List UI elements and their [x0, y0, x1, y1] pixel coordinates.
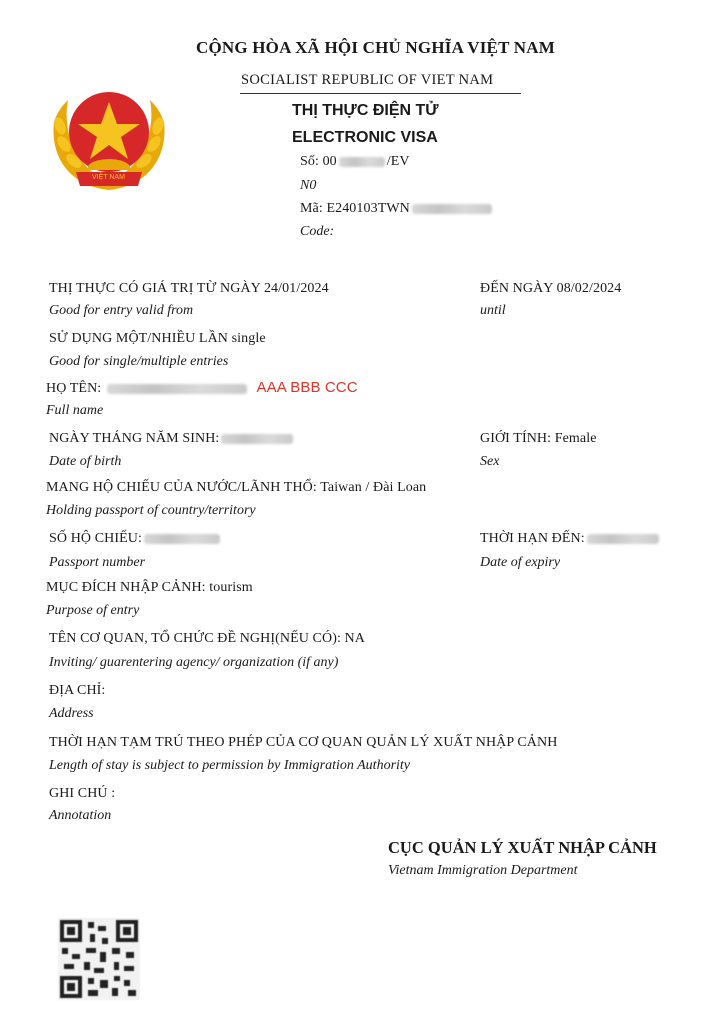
full-name-overlay: AAA BBB CCC: [256, 379, 358, 396]
expiry-en: Date of expiry: [480, 555, 561, 570]
emblem-icon: [44, 86, 174, 198]
passport-country-vi: MANG HỘ CHIẾU CỦA NƯỚC/LÃNH THỔ: Taiwan / Đài Loan: [46, 480, 427, 495]
redacted-passport-number: [144, 534, 220, 544]
purpose-vi: MỤC ĐÍCH NHẬP CẢNH: tourism: [46, 580, 253, 595]
address-vi: ĐỊA CHỈ:: [49, 683, 106, 698]
purpose-en: Purpose of entry: [46, 603, 140, 618]
visa-code: [300, 201, 494, 217]
sex-en: Sex: [480, 454, 500, 469]
valid-until-en: until: [480, 303, 506, 318]
annotation-en: Annotation: [49, 808, 112, 823]
expiry-label: THỜI HẠN ĐẾN:: [480, 531, 585, 546]
sex-vi: GIỚI TÍNH: Female: [480, 431, 597, 446]
redacted-expiry: [587, 534, 659, 544]
entries-vi: SỬ DỤNG MỘT/NHIỀU LẦN single: [49, 331, 266, 346]
stay-vi: THỜI HẠN TẠM TRÚ THEO PHÉP CỦA CƠ QUAN QUẢN LÝ XUẤT NHẬP CẢNH: [49, 735, 558, 750]
emblem-ribbon-text: VIỆT NAM: [92, 174, 125, 181]
agency-vi: TÊN CƠ QUAN, TỔ CHỨC ĐỀ NGHỊ(NẾU CÓ): NA: [49, 631, 365, 646]
country-name-en: SOCIALIST REPUBLIC OF VIET NAM: [241, 72, 494, 88]
redacted-dob: [221, 434, 293, 444]
valid-from-en: Good for entry valid from: [49, 303, 194, 318]
visa-title-en: ELECTRONIC VISA: [292, 129, 438, 146]
full-name-en: Full name: [46, 403, 104, 418]
visa-number-suffix: /EV: [386, 154, 410, 169]
department-en: Vietnam Immigration Department: [388, 863, 578, 878]
address-en: Address: [49, 706, 94, 721]
passport-number-label: SỐ HỘ CHIẾU:: [49, 531, 142, 546]
visa-number: [300, 154, 410, 170]
full-name-vi: [46, 379, 358, 397]
redacted-visa-number: [339, 157, 385, 167]
national-emblem: [44, 86, 174, 198]
passport-country-en: Holding passport of country/territory: [46, 503, 256, 518]
visa-number-label-en: N0: [300, 178, 317, 193]
department-vi: CỤC QUẢN LÝ XUẤT NHẬP CẢNH: [388, 838, 657, 857]
entries-en: Good for single/multiple entries: [49, 354, 229, 369]
valid-from-vi: THỊ THỰC CÓ GIÁ TRỊ TỪ NGÀY 24/01/2024: [49, 281, 329, 296]
visa-code-label: Mã: E240103TWN: [300, 201, 410, 216]
redacted-visa-code: [412, 204, 492, 214]
dob-vi: [49, 431, 295, 447]
visa-title-vi: THỊ THỰC ĐIỆN TỬ: [292, 102, 439, 119]
annotation-vi: GHI CHÚ :: [49, 786, 116, 801]
visa-code-label-en: Code:: [300, 224, 335, 239]
header-underline: [240, 93, 521, 94]
passport-number-vi: [49, 531, 222, 547]
passport-number-en: Passport number: [49, 555, 146, 570]
dob-en: Date of birth: [49, 454, 122, 469]
dob-label: NGÀY THÁNG NĂM SINH:: [49, 431, 220, 446]
full-name-label: HỌ TÊN:: [46, 381, 102, 396]
redacted-full-name: [107, 384, 247, 394]
qr-code: [58, 918, 140, 1000]
visa-number-label: Số: 00: [300, 154, 337, 169]
agency-en: Inviting/ guarentering agency/ organization (if any): [49, 655, 339, 670]
expiry-vi: [480, 531, 661, 547]
country-name-vi: CỘNG HÒA XÃ HỘI CHỦ NGHĨA VIỆT NAM: [196, 38, 555, 57]
valid-until-vi: ĐẾN NGÀY 08/02/2024: [480, 281, 622, 296]
stay-en: Length of stay is subject to permission by Immigration Authority: [49, 758, 411, 773]
